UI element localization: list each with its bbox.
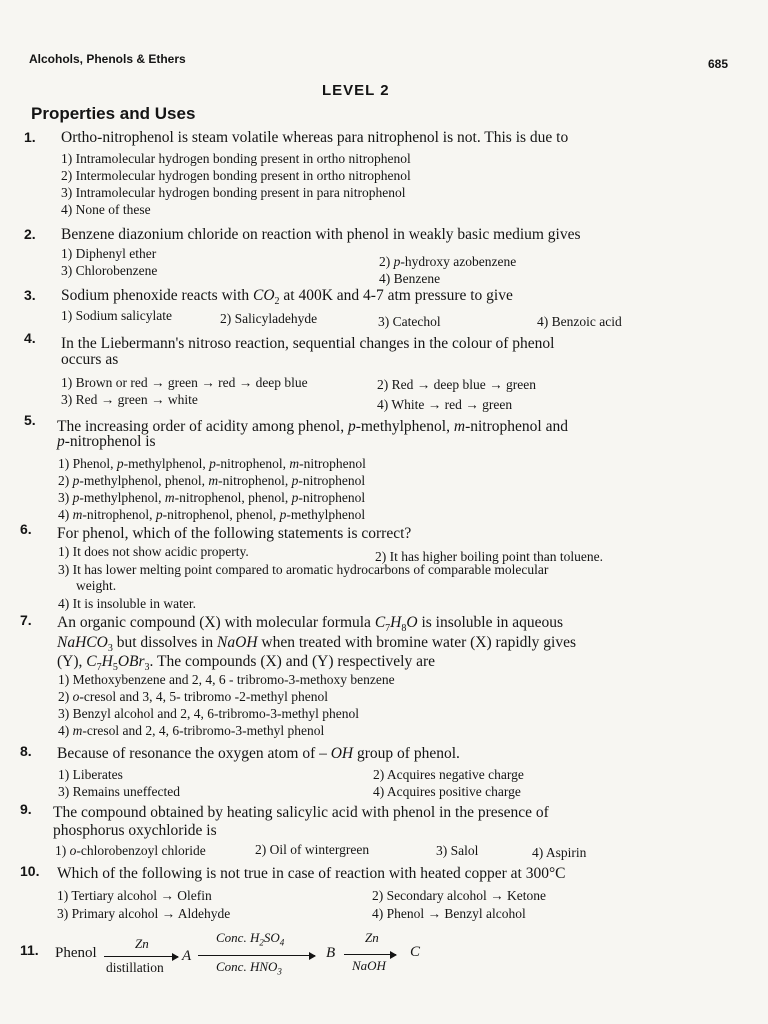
product-label: C	[410, 944, 421, 960]
option: 3) p-methylphenol, m-nitrophenol, phenol, p-nitrophenol	[58, 490, 366, 505]
option: 3) Benzyl alcohol and 2, 4, 6-tribromo-3-methyl phenol	[58, 706, 360, 721]
option: 4) Benzene	[379, 271, 441, 286]
option: 2) Salicyladehyde	[220, 311, 318, 326]
option: 1) Intramolecular hydrogen bonding present in ortho nitrophenol	[61, 151, 411, 166]
option: 4) m-cresol and 2, 4, 6-tribromo-3-methyl phenol	[58, 723, 325, 738]
option: 1) It does not show acidic property.	[58, 544, 249, 559]
question-number: 7.	[20, 612, 32, 628]
option: 1) Sodium salicylate	[61, 308, 172, 323]
option: 1) Liberates	[58, 767, 123, 782]
option: 2) Oil of wintergreen	[255, 842, 370, 857]
question-number: 9.	[20, 801, 32, 817]
question-number: 11.	[20, 942, 39, 958]
reagent-label: Zn	[135, 936, 149, 951]
question-number: 4.	[24, 330, 36, 346]
option: 3) Red → green → white	[61, 392, 198, 407]
question-number: 2.	[24, 226, 36, 242]
option: 4) White → red → green	[377, 397, 513, 412]
option: 4) Phenol → Benzyl alcohol	[372, 906, 526, 921]
option: 2) p-methylphenol, phenol, m-nitrophenol, p-nitrophenol	[58, 473, 366, 488]
reagent-label: Zn	[365, 930, 379, 945]
question-number: 3.	[24, 287, 36, 303]
question-text: p-nitrophenol is	[57, 433, 156, 450]
option: 3) Salol	[436, 843, 479, 858]
question-number: 6.	[20, 521, 32, 537]
reactant-phenol: Phenol	[55, 945, 97, 961]
option: 3) Catechol	[378, 314, 441, 329]
option: 1) Tertiary alcohol → Olefin	[57, 888, 212, 903]
option: weight.	[76, 578, 117, 593]
question-text: In the Liebermann's nitroso reaction, sequential changes in the colour of phenol	[61, 335, 555, 352]
option: 4) Benzoic acid	[537, 314, 622, 329]
reagent-label: Conc. $HNO_3$	[216, 959, 282, 977]
option: 2) p-hydroxy azobenzene	[379, 254, 517, 269]
option: 1) o-chlorobenzoyl chloride	[55, 843, 206, 858]
question-text: The increasing order of acidity among phenol, p-methylphenol, m-nitrophenol and	[57, 418, 568, 435]
question-text: occurs as	[61, 351, 119, 368]
question-text: Because of resonance the oxygen atom of – OH group of phenol.	[57, 745, 460, 762]
option: 2) Acquires negative charge	[373, 767, 524, 782]
reaction-arrow-icon	[104, 956, 178, 957]
question-text: Which of the following is not true in case of reaction with heated copper at 300°C	[57, 865, 566, 882]
option: 4) Aspirin	[532, 845, 587, 860]
question-text: (Y), $C_7H_5OBr_3$. The compounds (X) and (Y) respectively are	[57, 653, 436, 674]
option: 3) Intramolecular hydrogen bonding present in para nitrophenol	[61, 185, 406, 200]
question-text: Ortho-nitrophenol is steam volatile whereas para nitrophenol is not. This is due to	[61, 129, 569, 146]
question-text: An organic compound (X) with molecular formula $C_7H_8O$ is insoluble in aqueous	[57, 614, 564, 635]
reagent-label: Conc. $H_2SO_4$	[216, 930, 285, 948]
question-text: NaHCO$_3$ but dissolves in NaOH when treated with bromine water (X) rapidly gives	[57, 634, 577, 655]
reaction-arrow-icon	[344, 954, 396, 955]
question-text: For phenol, which of the following statements is correct?	[57, 525, 412, 542]
option: 4) Acquires positive charge	[373, 784, 521, 799]
product-label: B	[326, 945, 336, 961]
option: 1) Methoxybenzene and 2, 4, 6 - tribromo-3-methoxy benzene	[58, 672, 395, 687]
option: 3) Remains uneffected	[58, 784, 180, 799]
question-number: 1.	[24, 129, 36, 145]
question-text: Benzene diazonium chloride on reaction with phenol in weakly basic medium gives	[61, 226, 581, 243]
reagent-label: distillation	[106, 960, 164, 975]
option: 2) Red → deep blue → green	[377, 377, 536, 392]
question-number: 10.	[20, 863, 40, 879]
option: 4) m-nitrophenol, p-nitrophenol, phenol, p-methylphenol	[58, 507, 366, 522]
page-number: 685	[708, 57, 729, 71]
option: 3) Primary alcohol → Aldehyde	[57, 906, 231, 921]
question-text: The compound obtained by heating salicylic acid with phenol in the presence of	[53, 804, 549, 821]
option: 1) Phenol, p-methylphenol, p-nitrophenol, m-nitrophenol	[58, 456, 366, 471]
option: 3) Chlorobenzene	[61, 263, 158, 278]
level-heading: LEVEL 2	[322, 82, 390, 99]
option: 4) It is insoluble in water.	[58, 596, 196, 611]
product-label: A	[182, 948, 192, 964]
question-number: 8.	[20, 743, 32, 759]
section-heading: Properties and Uses	[31, 104, 196, 123]
option: 4) None of these	[61, 202, 151, 217]
option: 1) Brown or red → green → red → deep blue	[61, 375, 308, 390]
reagent-label: NaOH	[352, 958, 386, 973]
question-number: 5.	[24, 412, 36, 428]
reaction-arrow-icon	[198, 955, 315, 956]
option: 2) It has higher boiling point than toluene.	[375, 549, 603, 564]
option: 2) o-cresol and 3, 4, 5- tribromo -2-methyl phenol	[58, 689, 328, 704]
question-text: Sodium phenoxide reacts with $CO_2$ at 400K and 4-7 atm pressure to give	[61, 287, 513, 308]
option: 2) Secondary alcohol → Ketone	[372, 888, 546, 903]
question-text: phosphorus oxychloride is	[53, 822, 217, 839]
option: 2) Intermolecular hydrogen bonding present in ortho nitrophenol	[61, 168, 411, 183]
option: 1) Diphenyl ether	[61, 246, 157, 261]
option: 3) It has lower melting point compared to aromatic hydrocarbons of comparable molecular	[58, 562, 549, 577]
running-title: Alcohols, Phenols & Ethers	[29, 52, 186, 66]
